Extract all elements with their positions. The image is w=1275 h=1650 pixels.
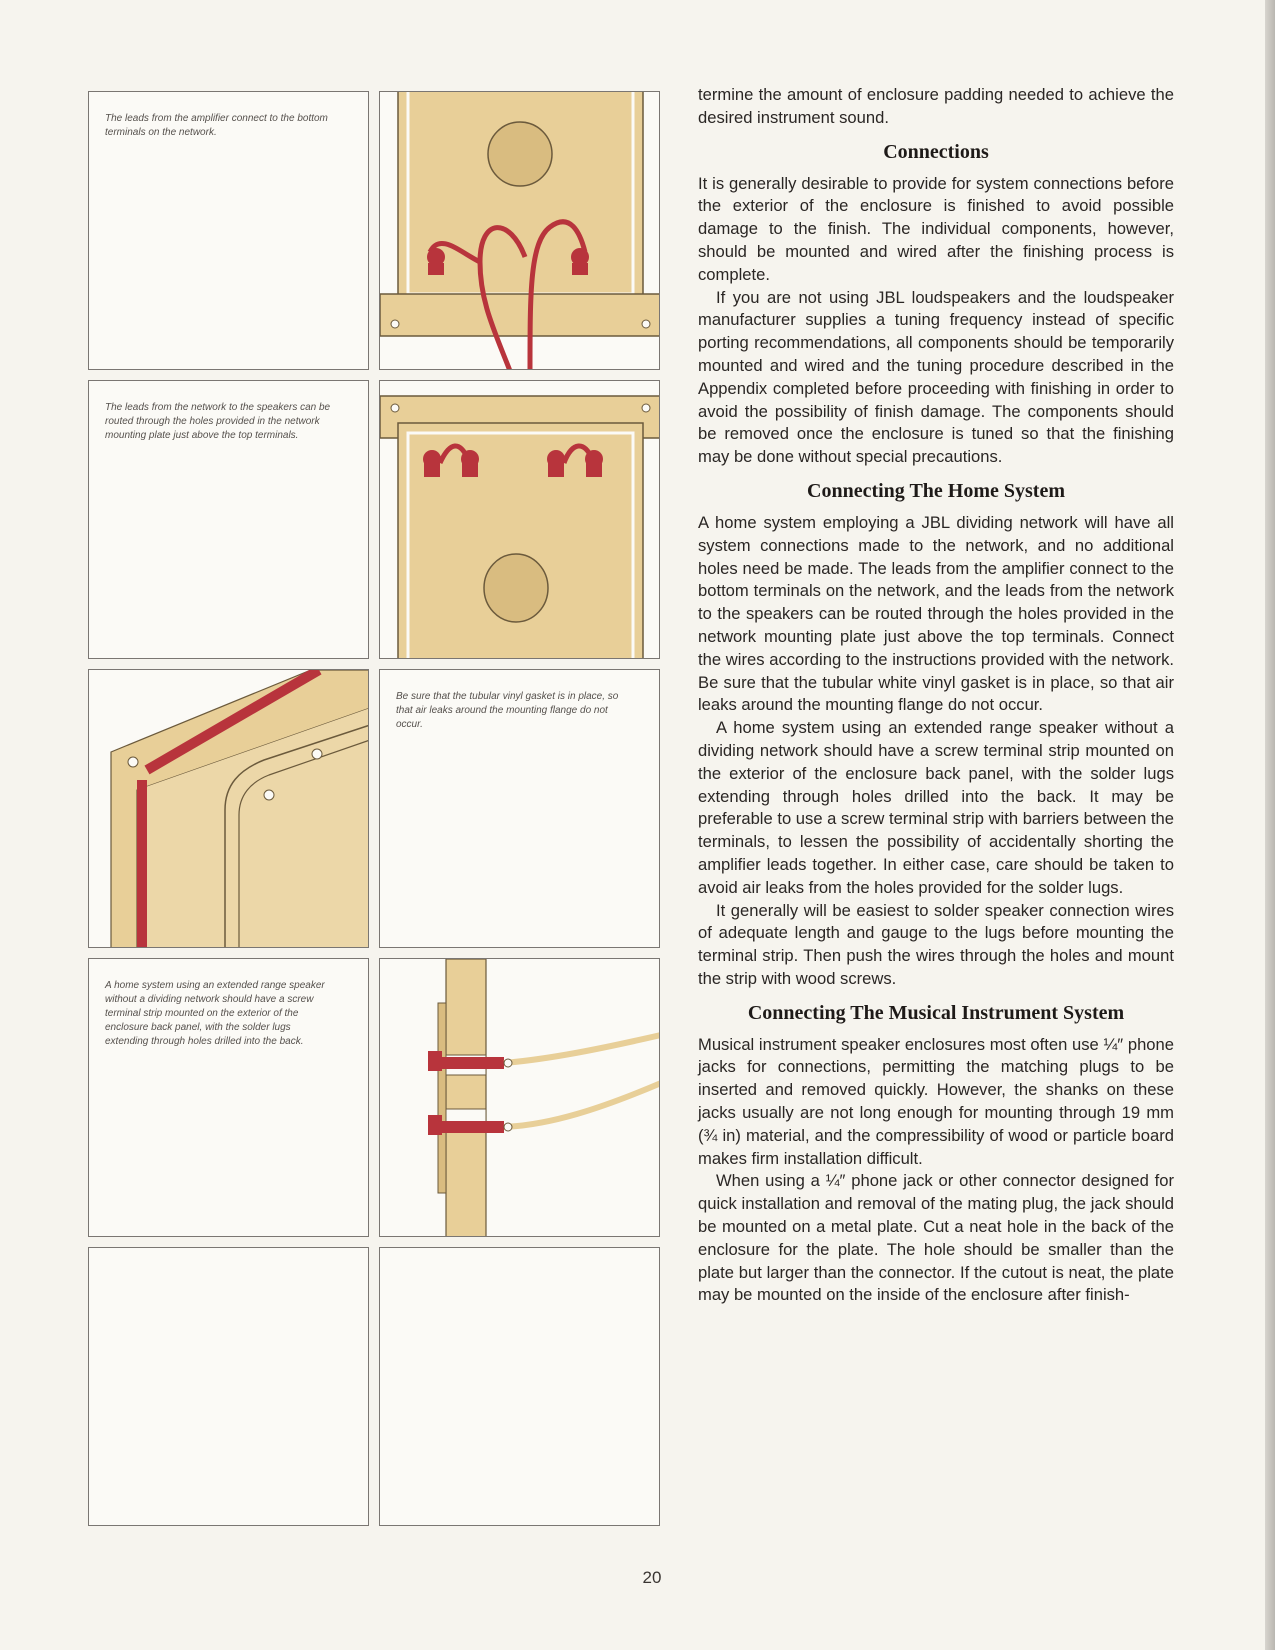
- paragraph-continued: termine the amount of enclosure padding needed to achieve the desired instrument sound.: [698, 85, 1174, 127]
- page-edge: [1265, 0, 1275, 1650]
- paragraph-connections-2: If you are not using JBL loudspeakers and the loudspeaker manufacturer supplies a tuning frequency instead of specific porting recommendations, all components should be temporarily mounted and wired and the tuning procedure described in the Appendix completed before proceeding with finishing in order to avoid the possibility of finish damage. The components should be removed once the enclosure is tuned so that the finishing may be done without special precautions.: [698, 287, 1174, 467]
- heading-musical-instrument-system: Connecting The Musical Instrument System: [747, 1001, 1125, 1024]
- caption-vinyl-gasket: Be sure that the tubular vinyl gasket is in place, so that air leaks around the mounting flange do not occur.: [396, 691, 619, 730]
- paragraph-connections-1: It is generally desirable to provide for system connections before the exterior of the enclosure is finished to avoid possible damage to the finish. The individual components, however, should be mounted and wired after the finishing process is complete.: [698, 173, 1174, 284]
- empty-box-right: [379, 1247, 660, 1526]
- body-text-column: [698, 84, 1174, 1307]
- caption-box-terminal-strip: [88, 958, 369, 1237]
- illustration-terminal-strip: [379, 958, 660, 1237]
- paragraph-instrument-1: Musical instrument speaker enclosures most often use ¼″ phone jacks for connections, permitting the matching plugs to be inserted and removed quickly. However, the shanks on these jacks usually are not long enough for mounting through 19 mm (¾ in) material, and the compressibility of wood or particle board makes firm installation difficult.: [698, 1034, 1174, 1168]
- caption-network-leads: The leads from the network to the speakers can be routed through the holes provided in the network mounting plate just above the top terminals.: [105, 402, 331, 441]
- caption-amplifier-leads: The leads from the amplifier connect to the bottom terminals on the network.: [105, 113, 328, 138]
- paragraph-home-3: It generally will be easiest to solder speaker connection wires of adequate length and gauge to the lugs before mounting the terminal strip. Then push the wires through the holes and mount the strip with wood screws.: [698, 900, 1174, 988]
- caption-box-vinyl-gasket: [379, 669, 660, 948]
- page-number: 20: [642, 1568, 662, 1587]
- empty-box-left: [88, 1247, 369, 1526]
- caption-terminal-strip: A home system using an extended range speaker without a dividing network should have a screw terminal strip mounted on the exterior of the enclosure back panel, with the solder lugs extending through holes drilled into the back.: [105, 980, 325, 1047]
- illustration-network-bottom-terminals: [379, 91, 660, 370]
- paragraph-instrument-2: When using a ¼″ phone jack or other connector designed for quick installation and removal of the mating plug, the jack should be mounted on a metal plate. Cut a neat hole in the back of the enclosure for the plate. The hole should be smaller than the plate but larger than the connector. If the cutout is neat, the plate may be mounted on the inside of the enclosure after finish-: [698, 1171, 1174, 1305]
- illustration-vinyl-gasket: [88, 669, 369, 948]
- heading-home-system: Connecting The Home System: [807, 479, 1065, 502]
- caption-box-amplifier-leads: [88, 91, 369, 370]
- paragraph-home-2: A home system using an extended range speaker without a dividing network should have a screw terminal strip mounted on the exterior of the enclosure back panel, with the solder lugs extending through holes drilled into the back. It may be preferable to use a screw terminal strip with barriers between the terminals, to lessen the possibility of accidentally shorting the amplifier leads together. In either case, care should be taken to avoid air leaks from the holes provided for the solder lugs.: [698, 718, 1174, 897]
- heading-connections: Connections: [883, 140, 989, 163]
- illustration-network-top-terminals: [379, 380, 660, 659]
- paragraph-home-1: A home system employing a JBL dividing network will have all system connections made to the network, and no additional holes need be made. The leads from the amplifier connect to the bottom terminals on the network, and the leads from the network to the speakers can be routed through the holes provided in the network mounting plate just above the top terminals. Connect the wires according to the instructions provided with the network. Be sure that the tubular white vinyl gasket is in place, so that air leaks around the mounting flange do not occur.: [698, 512, 1174, 715]
- caption-box-network-leads: [88, 380, 369, 659]
